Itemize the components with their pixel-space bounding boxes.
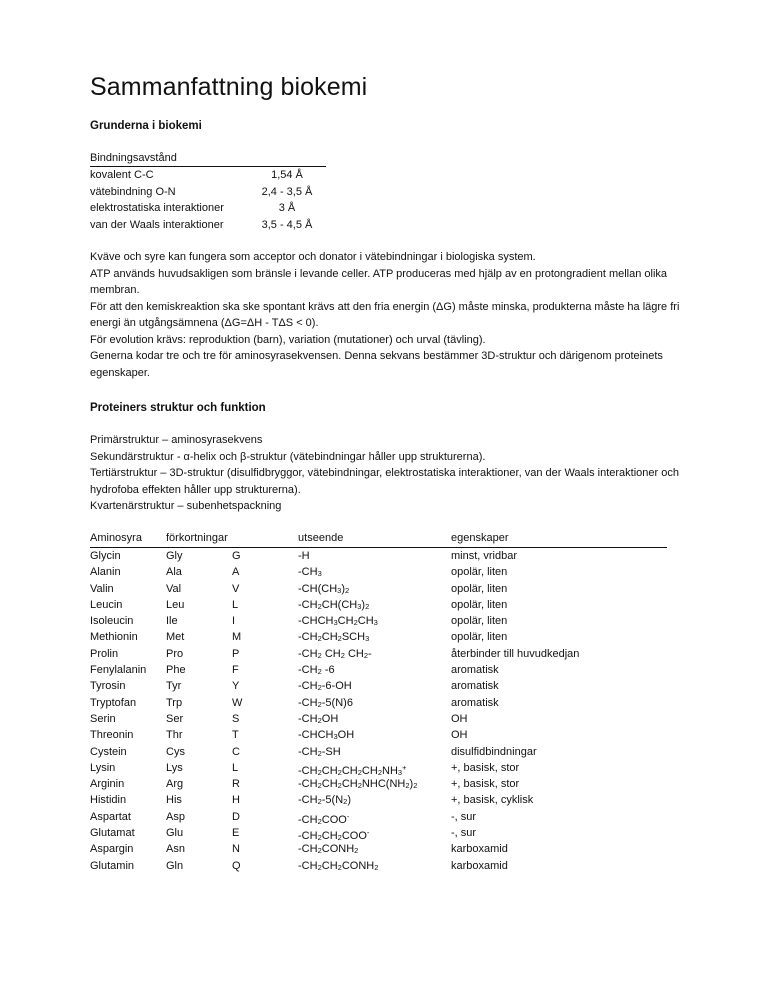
side-chain-formula: $-CH_2-6-OH$ xyxy=(298,680,352,693)
properties: aromatisk xyxy=(451,664,499,677)
amino-acid-name: Aspargin xyxy=(90,843,134,856)
amino-acid-name: Valin xyxy=(90,582,114,595)
abbr-three-letter: Arg xyxy=(166,778,184,791)
table-body xyxy=(90,548,667,874)
side-chain-formula: $-CH_2$ -6 xyxy=(298,664,335,677)
amino-acid-name: Histidin xyxy=(90,794,127,807)
properties: karboxamid xyxy=(451,843,508,856)
abbr-one-letter: A xyxy=(232,566,240,579)
table-row xyxy=(90,564,667,580)
abbr-one-letter: W xyxy=(232,696,243,709)
paragraph: För evolution krävs: reproduktion (barn), variation (mutationer) och urval (tävling). xyxy=(90,333,486,346)
header-look: utseende xyxy=(298,532,344,544)
properties: karboxamid xyxy=(451,859,508,872)
abbr-one-letter: L xyxy=(232,761,239,774)
bond-label: van der Waals interaktioner xyxy=(90,218,224,231)
amino-acid-name: Glutamat xyxy=(90,827,135,840)
properties: +, basisk, cyklisk xyxy=(451,794,534,807)
bond-distance-table xyxy=(90,150,326,233)
abbr-three-letter: Ala xyxy=(166,566,182,579)
bond-value: 3 Å xyxy=(278,202,296,214)
amino-acid-table xyxy=(90,532,667,874)
paragraph: ATP används huvudsakligen som bränsle i levande celler. ATP produceras med hjälp av en protongradient mellan olika membran. xyxy=(90,267,668,296)
abbr-three-letter: Tyr xyxy=(166,680,182,693)
section-heading-proteins: Proteiners struktur och funktion xyxy=(90,402,266,414)
abbr-three-letter: Val xyxy=(166,582,182,595)
properties: opolär, liten xyxy=(451,631,508,644)
abbr-three-letter: Pro xyxy=(166,647,184,660)
side-chain-formula: $-CH_2CH(CH_3)_2$ xyxy=(298,598,370,611)
table-row xyxy=(90,776,667,792)
abbr-one-letter: C xyxy=(232,745,240,758)
amino-acid-name: Glutamin xyxy=(90,859,135,872)
bond-value: 3,5 - 4,5 Å xyxy=(261,218,313,231)
table-row xyxy=(90,809,667,825)
amino-acid-name: Threonin xyxy=(90,729,134,742)
abbr-one-letter: G xyxy=(232,550,241,562)
side-chain-formula: $-CH_2-5(N)6$ xyxy=(298,696,353,709)
properties: -, sur xyxy=(451,827,477,840)
paragraph: Generna kodar tre och tre för aminosyrasekvensen. Denna sekvans bestämmer 3D-struktur och därigenom proteinets egenskaper. xyxy=(90,350,663,379)
side-chain-formula: $-CH_2CH_2COO^-$ xyxy=(298,828,370,843)
paragraph: Sekundärstruktur - α-helix och β-struktur (vätebindningar håller upp strukturerna). xyxy=(90,450,486,463)
side-chain-formula: $-CHCH_3CH_2CH_3$ xyxy=(298,615,378,628)
abbr-three-letter: Gly xyxy=(166,550,183,562)
abbr-three-letter: Thr xyxy=(166,729,183,742)
properties: opolär, liten xyxy=(451,566,508,579)
table-row xyxy=(90,613,667,629)
abbr-three-letter: Asn xyxy=(166,843,185,856)
table-row xyxy=(90,711,667,727)
side-chain-formula: -H xyxy=(298,550,310,562)
properties: +, basisk, stor xyxy=(451,761,520,774)
side-chain-formula: $-CH_2CH_2SCH_3$ xyxy=(298,631,370,644)
amino-acid-name: Isoleucin xyxy=(90,615,134,628)
table-row xyxy=(90,581,667,597)
page-title: Sammanfattning biokemi xyxy=(90,73,368,101)
table-row xyxy=(90,629,667,645)
abbr-one-letter: Q xyxy=(232,859,241,872)
table-row xyxy=(90,184,326,201)
table-row xyxy=(90,760,667,776)
properties: disulfidbindningar xyxy=(451,745,537,758)
abbr-three-letter: Phe xyxy=(166,664,186,677)
abbr-one-letter: P xyxy=(232,647,240,660)
abbr-one-letter: F xyxy=(232,664,239,677)
amino-acid-name: Tryptofan xyxy=(90,696,137,709)
abbr-one-letter: V xyxy=(232,582,240,595)
abbr-one-letter: E xyxy=(232,827,240,840)
abbr-three-letter: Lys xyxy=(166,761,183,774)
properties: -, sur xyxy=(451,810,477,823)
side-chain-formula: $-CH_2CH_2CH_2CH_2NH_3^+$ xyxy=(298,762,407,777)
paragraph: Kvartenärstruktur – subenhetspackning xyxy=(90,500,282,512)
properties: aromatisk xyxy=(451,680,499,693)
side-chain-formula: $-CH_2-SH$ xyxy=(298,745,341,758)
abbr-one-letter: M xyxy=(232,631,242,644)
properties: opolär, liten xyxy=(451,615,508,628)
table-row xyxy=(90,662,667,678)
abbr-one-letter: S xyxy=(232,712,240,725)
amino-acid-name: Lysin xyxy=(90,761,116,774)
abbr-one-letter: T xyxy=(232,729,239,742)
paragraph: För att den kemiskreaktion ska ske spontant krävs att den fria energin (ΔG) måste minska, produkterna måste ha lägre fri energi än utgångsämnena (ΔG=ΔH - TΔS < 0). xyxy=(90,300,680,329)
structure-text xyxy=(90,432,680,515)
side-chain-formula: $-CH_3$ xyxy=(298,566,322,579)
abbr-three-letter: Gln xyxy=(166,859,184,872)
abbr-three-letter: Ile xyxy=(166,615,178,628)
amino-acid-name: Serin xyxy=(90,712,116,725)
header-abbr: förkortningar xyxy=(166,532,228,544)
table-row xyxy=(90,646,667,662)
amino-acid-name: Arginin xyxy=(90,778,125,791)
abbr-one-letter: N xyxy=(232,843,240,856)
amino-acid-name: Cystein xyxy=(90,745,127,758)
table-row xyxy=(90,727,667,743)
bond-label: vätebindning O-N xyxy=(90,185,176,198)
table-row xyxy=(90,841,667,857)
abbr-three-letter: Asp xyxy=(166,810,185,823)
abbr-one-letter: L xyxy=(232,598,239,611)
bond-label: elektrostatiska interaktioner xyxy=(90,202,224,214)
properties: opolär, liten xyxy=(451,598,508,611)
paragraph: Primärstruktur – aminosyrasekvens xyxy=(90,434,263,446)
abbr-three-letter: Glu xyxy=(166,827,184,840)
abbr-one-letter: I xyxy=(232,615,236,628)
paragraph: Kväve och syre kan fungera som acceptor och donator i vätebindningar i biologiska system. xyxy=(90,251,536,263)
table-row xyxy=(90,678,667,694)
basics-text xyxy=(90,249,680,381)
abbr-three-letter: Trp xyxy=(166,696,183,709)
bond-value: 2,4 - 3,5 Å xyxy=(261,185,313,198)
amino-acid-name: Methionin xyxy=(90,631,138,644)
side-chain-formula: $-CH_2CH_2CONH_2$ xyxy=(298,859,379,872)
abbr-one-letter: R xyxy=(232,778,240,791)
properties: aromatisk xyxy=(451,696,499,709)
abbr-three-letter: Leu xyxy=(166,598,185,611)
abbr-one-letter: D xyxy=(232,810,240,823)
abbr-three-letter: Cys xyxy=(166,745,185,758)
table-row xyxy=(90,217,326,234)
amino-acid-name: Leucin xyxy=(90,598,123,611)
amino-acid-name: Alanin xyxy=(90,566,121,579)
side-chain-formula: $-CH_2$ $CH_2$ $CH_2-$ xyxy=(298,647,372,660)
amino-acid-name: Aspartat xyxy=(90,810,131,823)
bond-value: 1,54 Å xyxy=(271,169,303,181)
table-row xyxy=(90,695,667,711)
header-props: egenskaper xyxy=(451,532,509,544)
side-chain-formula: $-CH_2CH_2CH_2NHC(NH_2)_2$ xyxy=(298,778,418,791)
table-row xyxy=(90,167,326,184)
bond-table-header: Bindningsavstånd xyxy=(90,150,326,167)
amino-acid-name: Fenylalanin xyxy=(90,664,147,677)
amino-acid-name: Glycin xyxy=(90,550,121,562)
table-row xyxy=(90,597,667,613)
abbr-three-letter: Met xyxy=(166,631,185,644)
side-chain-formula: $-CH_2CONH_2$ xyxy=(298,843,359,856)
properties: OH xyxy=(451,729,468,742)
properties: +, basisk, stor xyxy=(451,778,520,791)
abbr-three-letter: His xyxy=(166,794,182,807)
side-chain-formula: $-CH_2-5(N_2)$ xyxy=(298,794,352,807)
paragraph: Tertiärstruktur – 3D-struktur (disulfidbryggor, vätebindningar, elektrostatiska interaktioner, van der Waals interaktioner och hydrofoba effekten håller upp strukturerna). xyxy=(90,467,679,496)
properties: återbinder till huvudkedjan xyxy=(451,647,580,660)
amino-acid-name: Tyrosin xyxy=(90,680,126,693)
table-row xyxy=(90,744,667,760)
abbr-one-letter: H xyxy=(232,794,240,807)
side-chain-formula: $-CHCH_3OH$ xyxy=(298,729,355,742)
abbr-three-letter: Ser xyxy=(166,712,184,725)
abbr-one-letter: Y xyxy=(232,680,240,693)
bond-label: kovalent C-C xyxy=(90,169,154,181)
section-heading-basics: Grunderna i biokemi xyxy=(90,120,202,132)
table-row xyxy=(90,858,667,874)
table-header xyxy=(90,532,667,548)
table-row xyxy=(90,200,326,217)
side-chain-formula: $-CH(CH_3)_2$ xyxy=(298,582,350,595)
side-chain-formula: $-CH_2OH$ xyxy=(298,712,339,725)
header-name: Aminosyra xyxy=(90,532,142,544)
table-row xyxy=(90,825,667,841)
properties: OH xyxy=(451,712,468,725)
side-chain-formula: $-CH_2COO^-$ xyxy=(298,811,350,826)
table-row xyxy=(90,548,667,564)
properties: minst, vridbar xyxy=(451,550,518,562)
amino-acid-name: Prolin xyxy=(90,647,119,660)
table-row xyxy=(90,792,667,808)
properties: opolär, liten xyxy=(451,582,508,595)
